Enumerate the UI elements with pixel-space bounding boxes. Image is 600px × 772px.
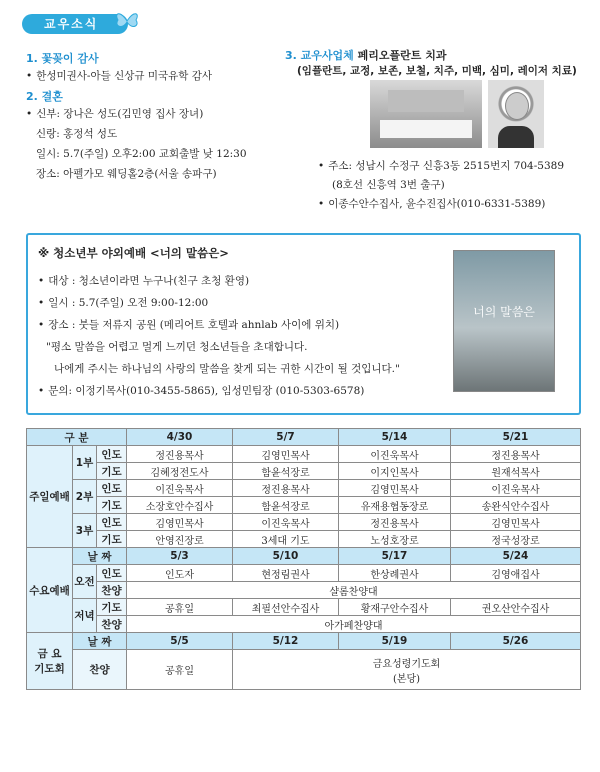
table-cell: 송완식안수집사 [451,497,581,514]
business-services: (임플란트, 교정, 보존, 보철, 치주, 미백, 심미, 레이저 치료) [297,65,577,77]
date-label: 날 짜 [73,548,127,565]
table-cell: 김영민목사 [127,514,233,531]
business-name: 페리오플란트 치과 [357,49,447,62]
friday-date: 5/5 [127,633,233,650]
friday-prayer-cell [233,650,581,690]
date-label: 날 짜 [73,633,127,650]
role-gido: 기도 [97,531,127,548]
table-cell: 인도자 [127,565,233,582]
table-cell: 3세대 기도 [233,531,339,548]
role-indo: 인도 [97,446,127,463]
wednesday-date: 5/24 [451,548,581,565]
role-chanyang: 찬양 [97,616,127,633]
friday-prayer-label [27,633,73,690]
worship-schedule-table [26,428,581,690]
table-cell: 안영진장로 [127,531,233,548]
table-cell: 현정림권사 [233,565,339,582]
wednesday-worship-label: 수요예배 [27,548,73,633]
section-header-title: 교우소식 [44,17,99,31]
sunday-date: 5/21 [451,429,581,446]
youth-contact: • 문의: 이정기목사(010-3455-5865), 임성민팀장 (010-5303-6578) [38,383,364,398]
dentist-portrait [488,80,544,148]
table-cell: 황재구안수집사 [339,599,451,616]
table-cell: 이진욱목사 [451,480,581,497]
table-cell: 공휴일 [127,650,233,690]
table-cell: 샬롬찬양대 [127,582,581,599]
table-cell: 공휴일 [127,599,233,616]
table-cell: 김영민목사 [339,480,451,497]
wedding-groom: 신랑: 홍정석 성도 [36,128,118,140]
role-indo: 인도 [97,514,127,531]
friday-label-line1: 금 요 [37,648,62,660]
news-item-2-title: 2. 결혼 [26,90,63,103]
part-label: 3부 [73,514,97,548]
table-cell: 소장호안수집사 [127,497,233,514]
news-item-1-text: • 한성미권사-아들 신상규 미국유학 감사 [26,68,212,83]
evening-label: 저녁 [73,599,97,633]
header-gubun: 구 분 [27,429,127,446]
table-cell: 김혜정전도사 [127,463,233,480]
table-cell: 정진용목사 [127,446,233,463]
role-indo: 인도 [97,565,127,582]
table-cell: 이진욱목사 [339,446,451,463]
youth-worship-title: ※ 청소년부 야외예배 <너의 말씀은> [38,246,229,260]
table-cell: 김영민목사 [233,446,339,463]
sunday-worship-label: 주일예배 [27,446,73,548]
role-gido: 기도 [97,497,127,514]
table-cell: 함윤석장로 [233,463,339,480]
table-cell: 원재석목사 [451,463,581,480]
role-gido: 기도 [97,463,127,480]
news-item-1-title: 1. 꽃꽂이 감사 [26,52,99,65]
table-cell: 권오산안수집사 [451,599,581,616]
friday-prayer-place: (본당) [392,673,421,685]
sunday-date: 5/7 [233,429,339,446]
business-contact: • 이종수안수집사, 윤수진집사(010-6331-5389) [318,196,545,211]
wednesday-date: 5/17 [339,548,451,565]
table-cell: 김영민목사 [451,514,581,531]
table-cell: 정진용목사 [233,480,339,497]
movie-poster [453,250,555,392]
table-cell: 정진용목사 [339,514,451,531]
table-cell: 이진욱목사 [233,514,339,531]
butterfly-icon [114,10,140,32]
news-item-3-number: 3. 교우사업체 [285,49,354,62]
youth-place: • 장소 : 붓들 저류지 공원 (메리어트 호텔과 ahnlab 사이에 위치) [38,317,339,332]
business-directions: (8호선 신흥역 3번 출구) [332,179,445,191]
friday-prayer-name: 금요성령기도회 [372,658,441,670]
table-cell: 아가페찬양대 [127,616,581,633]
poster-title: 너의 말씀은 [473,305,535,319]
business-address: • 주소: 성남시 수정구 신흥3동 2515번지 704-5389 [318,158,564,173]
wedding-place: 장소: 아펠가모 웨딩홀2층(서울 송파구) [36,168,217,180]
clinic-photo [370,80,482,148]
wedding-time: 일시: 5.7(주일) 오후2:00 교회출발 낮 12:30 [36,148,247,160]
role-chanyang: 찬양 [97,582,127,599]
wednesday-date: 5/3 [127,548,233,565]
table-cell: 정진용목사 [451,446,581,463]
table-cell: 이지인목사 [339,463,451,480]
wedding-bride: • 신부: 장나은 성도(김민영 집사 장녀) [26,106,203,121]
friday-date: 5/19 [339,633,451,650]
news-item-3-title [285,47,446,63]
part-label: 2부 [73,480,97,514]
table-cell: 김영애집사 [451,565,581,582]
table-cell: 이진욱목사 [127,480,233,497]
friday-label-line2: 기도회 [34,663,65,675]
table-cell: 함윤석장로 [233,497,339,514]
table-cell: 유재용협동장로 [339,497,451,514]
table-cell: 한상례권사 [339,565,451,582]
friday-date: 5/12 [233,633,339,650]
part-label: 1부 [73,446,97,480]
sunday-date: 5/14 [339,429,451,446]
section-header-badge [22,14,128,34]
youth-target: • 대상 : 청소년이라면 누구나(친구 초청 환영) [38,273,249,288]
youth-worship-box [26,233,581,415]
youth-quote-line1: "평소 말씀을 어렵고 멀게 느끼던 청소년들을 초대합니다. [46,341,308,353]
morning-label: 오전 [73,565,97,599]
role-gido: 기도 [97,599,127,616]
table-cell: 노성호장로 [339,531,451,548]
youth-time: • 일시 : 5.7(주일) 오전 9:00-12:00 [38,295,208,310]
role-chanyang: 찬양 [73,650,127,690]
sunday-date: 4/30 [127,429,233,446]
wednesday-date: 5/10 [233,548,339,565]
table-cell: 최필선안수집사 [233,599,339,616]
role-indo: 인도 [97,480,127,497]
friday-date: 5/26 [451,633,581,650]
youth-quote-line2: 나에게 주시는 하나님의 사랑의 말씀을 찾게 되는 귀한 시간이 될 것입니다." [54,363,400,375]
table-cell: 정국성장로 [451,531,581,548]
